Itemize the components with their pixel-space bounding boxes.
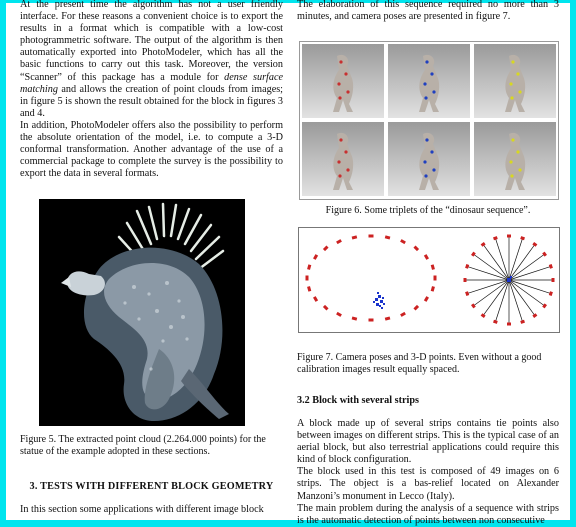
section-3-text: In this section some applications with different image block [20, 504, 264, 515]
camera-marker [385, 235, 391, 239]
figure-5-caption: Figure 5. The extracted point cloud (2.264.000 points) for the statue of the example adopted in these sections. [20, 434, 266, 457]
camera-ray [467, 280, 509, 294]
camera-ray [473, 280, 509, 306]
right-column-top [297, 0, 559, 23]
camera-ray [509, 266, 551, 280]
camera-marker [413, 245, 419, 251]
camera-ray [509, 280, 551, 294]
camera-marker [431, 264, 435, 270]
camera-marker [323, 305, 329, 311]
section-3-heading: 3. TESTS WITH DIFFERENT BLOCK GEOMETRY [29, 481, 274, 492]
camera-marker [481, 242, 486, 247]
camera-marker [493, 236, 498, 240]
right-para-1: A block made up of several strips contains tie points also between images on different strips. This is the typical case of an aerial block, but also terrestrial applications could require this kind of block configuration. [297, 418, 559, 466]
right-column-lower [297, 352, 559, 527]
figure-7-caption: Figure 7. Camera poses and 3-D points. Even without a good calibration images result equally spaced. [297, 352, 542, 375]
left-column [20, 0, 284, 180]
camera-marker [352, 316, 358, 320]
camera-marker [400, 239, 406, 244]
camera-marker [369, 235, 374, 238]
camera-marker [400, 312, 406, 317]
camera-marker [532, 313, 537, 318]
camera-marker [532, 242, 537, 247]
camera-marker [471, 303, 476, 308]
camera-marker [336, 312, 342, 317]
camera-marker [424, 254, 429, 260]
camera-marker [431, 286, 435, 292]
camera-marker [369, 319, 374, 322]
camera-ray [483, 280, 509, 316]
camera-marker [306, 276, 309, 281]
camera-ray [509, 280, 523, 322]
camera-marker [336, 239, 342, 244]
right-para-2: The block used in this test is composed of 49 images on 6 strips. The object is a bas-relief located on Alexander Manzoni’s monument in Lecco (Italy). [297, 466, 559, 502]
left-column-lower [20, 434, 283, 516]
camera-ray [473, 254, 509, 280]
camera-marker [413, 305, 419, 311]
camera-marker [552, 278, 555, 282]
camera-ray [509, 254, 545, 280]
camera-marker [323, 245, 329, 251]
camera-marker [385, 316, 391, 320]
paper-page [6, 0, 570, 526]
left-para-2: In addition, PhotoModeler offers also the possibility to perform the absolute orientation of the model, i.e. to compute a 3-D conformal transformation. Another advantage of the use of a commercial package to complete the survey is the possibility to export the data in several formats. [20, 119, 283, 180]
figure-6-caption: Figure 6. Some triplets of the “dinosaur sequence”. [325, 205, 531, 216]
camera-ray [509, 280, 535, 316]
points-cluster-side [373, 292, 385, 309]
camera-marker [352, 235, 358, 239]
camera-marker [434, 276, 437, 281]
camera-marker [549, 264, 553, 269]
camera-marker [520, 236, 525, 240]
camera-ray [495, 238, 509, 280]
figure-6-dinosaur-triplets [299, 41, 559, 200]
camera-ray [495, 280, 509, 322]
camera-marker [493, 320, 498, 324]
camera-marker [465, 291, 469, 296]
dinosaur-sequence-image [300, 42, 558, 199]
right-top-text: The elaboration of this sequence required no more than 3 minutes, and camera poses are presented in figure 7. [297, 0, 559, 23]
camera-marker [313, 254, 318, 260]
camera-marker [307, 286, 311, 292]
camera-marker [464, 278, 467, 282]
camera-marker [307, 264, 311, 270]
camera-marker [507, 235, 511, 238]
camera-ray [509, 244, 535, 280]
camera-marker [481, 313, 486, 318]
camera-ring-side-view [306, 235, 437, 322]
section-3-2-heading: 3.2 Block with several strips [297, 395, 419, 406]
point-cloud-image [39, 199, 245, 426]
figure-5-point-cloud [39, 199, 245, 426]
camera-marker [520, 320, 525, 324]
camera-marker [465, 264, 469, 269]
camera-marker [542, 252, 547, 257]
camera-marker [471, 252, 476, 257]
figure-6-caption-wrap [297, 205, 559, 217]
camera-ray [483, 244, 509, 280]
left-para-1: At the present time the algorithm has not a user friendly interface. For these reasons a convenient choice is to export the results in a format which is compatible with a low-cost photogrammetric software. The output of the algorithm is then automatically exported into PhotoModeler, which has all the basic functions to carry out this task. Moreover, the version “Scanner” of this package has a module for dense surface matching and allows the creation of point clouds from images; in figure 5 is shown the result obtained for the block in figures 3 and 4. [20, 0, 284, 119]
camera-marker [424, 296, 429, 302]
camera-marker [507, 323, 511, 326]
camera-ray [509, 280, 545, 306]
camera-marker [549, 291, 553, 296]
camera-ray [467, 266, 509, 280]
figure-7-camera-poses [298, 227, 560, 333]
right-para-3: The main problem during the analysis of a sequence with strips is the automatic detection of points between non consecutive [297, 502, 559, 526]
camera-marker [313, 296, 318, 302]
camera-poses-diagram [299, 228, 559, 332]
camera-marker [542, 303, 547, 308]
camera-ray [509, 238, 523, 280]
